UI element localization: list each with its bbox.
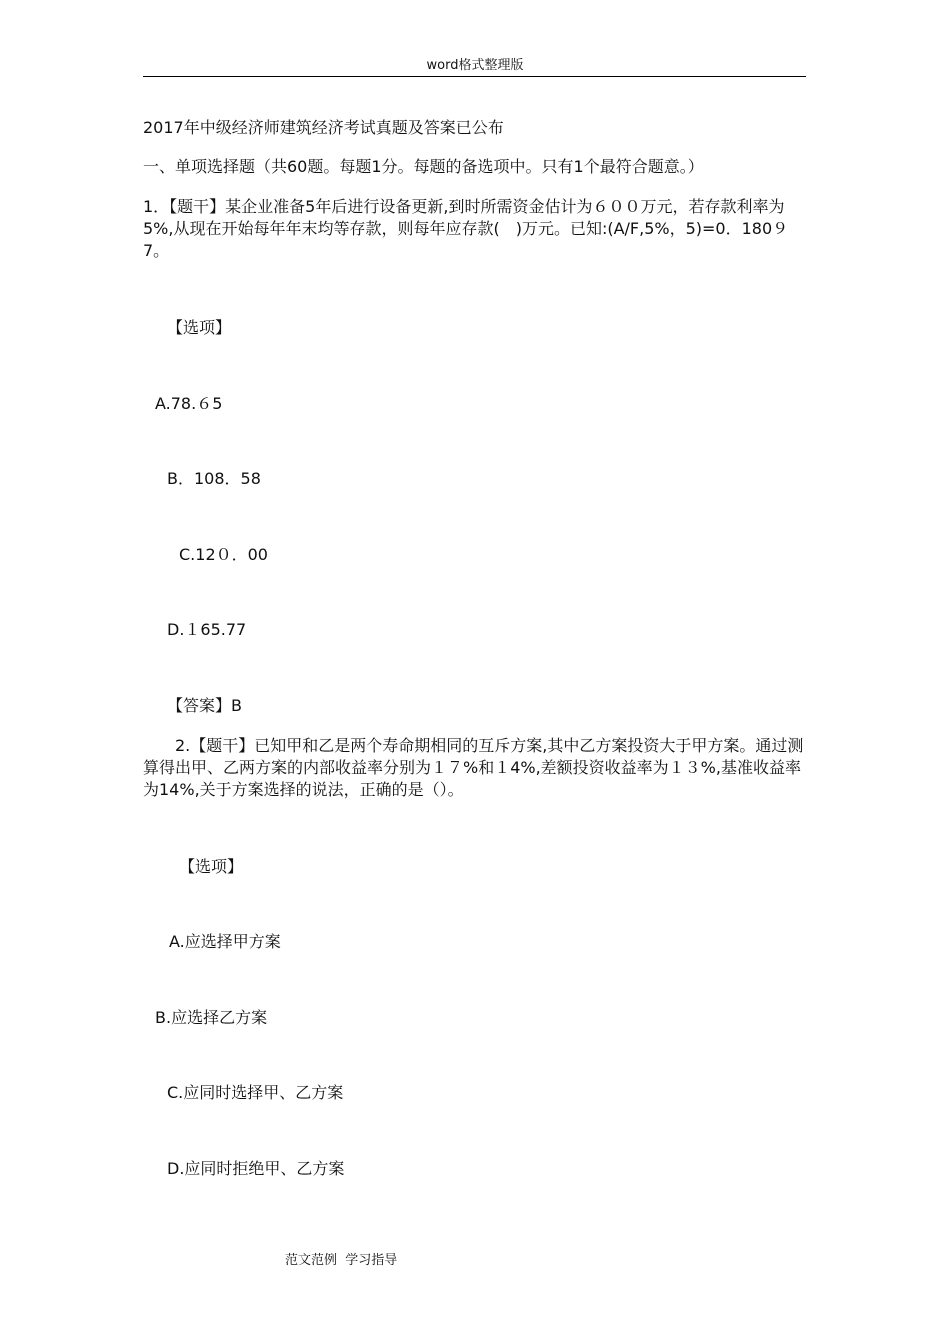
section-heading: 一、单项选择题（共60题。每题1分。每题的备选项中。只有1个最符合题意。） <box>143 157 704 176</box>
page-header: word格式整理版 <box>426 58 524 73</box>
question-1-option-b: B．108．58 <box>167 469 261 488</box>
question-2-option-b: B.应选择乙方案 <box>155 1008 268 1027</box>
question-2-option-d: D.应同时拒绝甲、乙方案 <box>167 1159 345 1178</box>
question-1-option-a: A.78.６5 <box>155 394 223 413</box>
question-2-option-a: A.应选择甲方案 <box>169 932 281 951</box>
question-1-options-label: 【选项】 <box>167 318 232 337</box>
document-title: 2017年中级经济师建筑经济考试真题及答案已公布 <box>143 118 504 137</box>
question-2-option-c: C.应同时选择甲、乙方案 <box>167 1083 344 1102</box>
question-1-stem: 1．【题干】某企业准备5年后进行设备更新,到时所需资金估计为６００万元，若存款利率为5%,从现在开始每年年末均等存款，则每年应存款( )万元。已知:(A/F,5%，5)=0．180９7。 <box>143 197 789 260</box>
question-2-stem: 2.【题干】已知甲和乙是两个寿命期相同的互斥方案,其中乙方案投资大于甲方案。通过测算得出甲、乙两方案的内部收益率分别为１７%和１4%,差额投资收益率为１３%,基准收益率为14%,关于方案选择的说法，正确的是（）。 <box>143 736 804 799</box>
question-1-answer: 【答案】B <box>167 696 242 715</box>
question-2-options-label: 【选项】 <box>179 857 244 876</box>
question-1-option-c: C.12０．00 <box>179 545 268 564</box>
header-rule <box>143 76 806 77</box>
question-1-option-d: D.１65.77 <box>167 620 247 639</box>
page-footer: 范文范例 学习指导 <box>285 1253 398 1268</box>
